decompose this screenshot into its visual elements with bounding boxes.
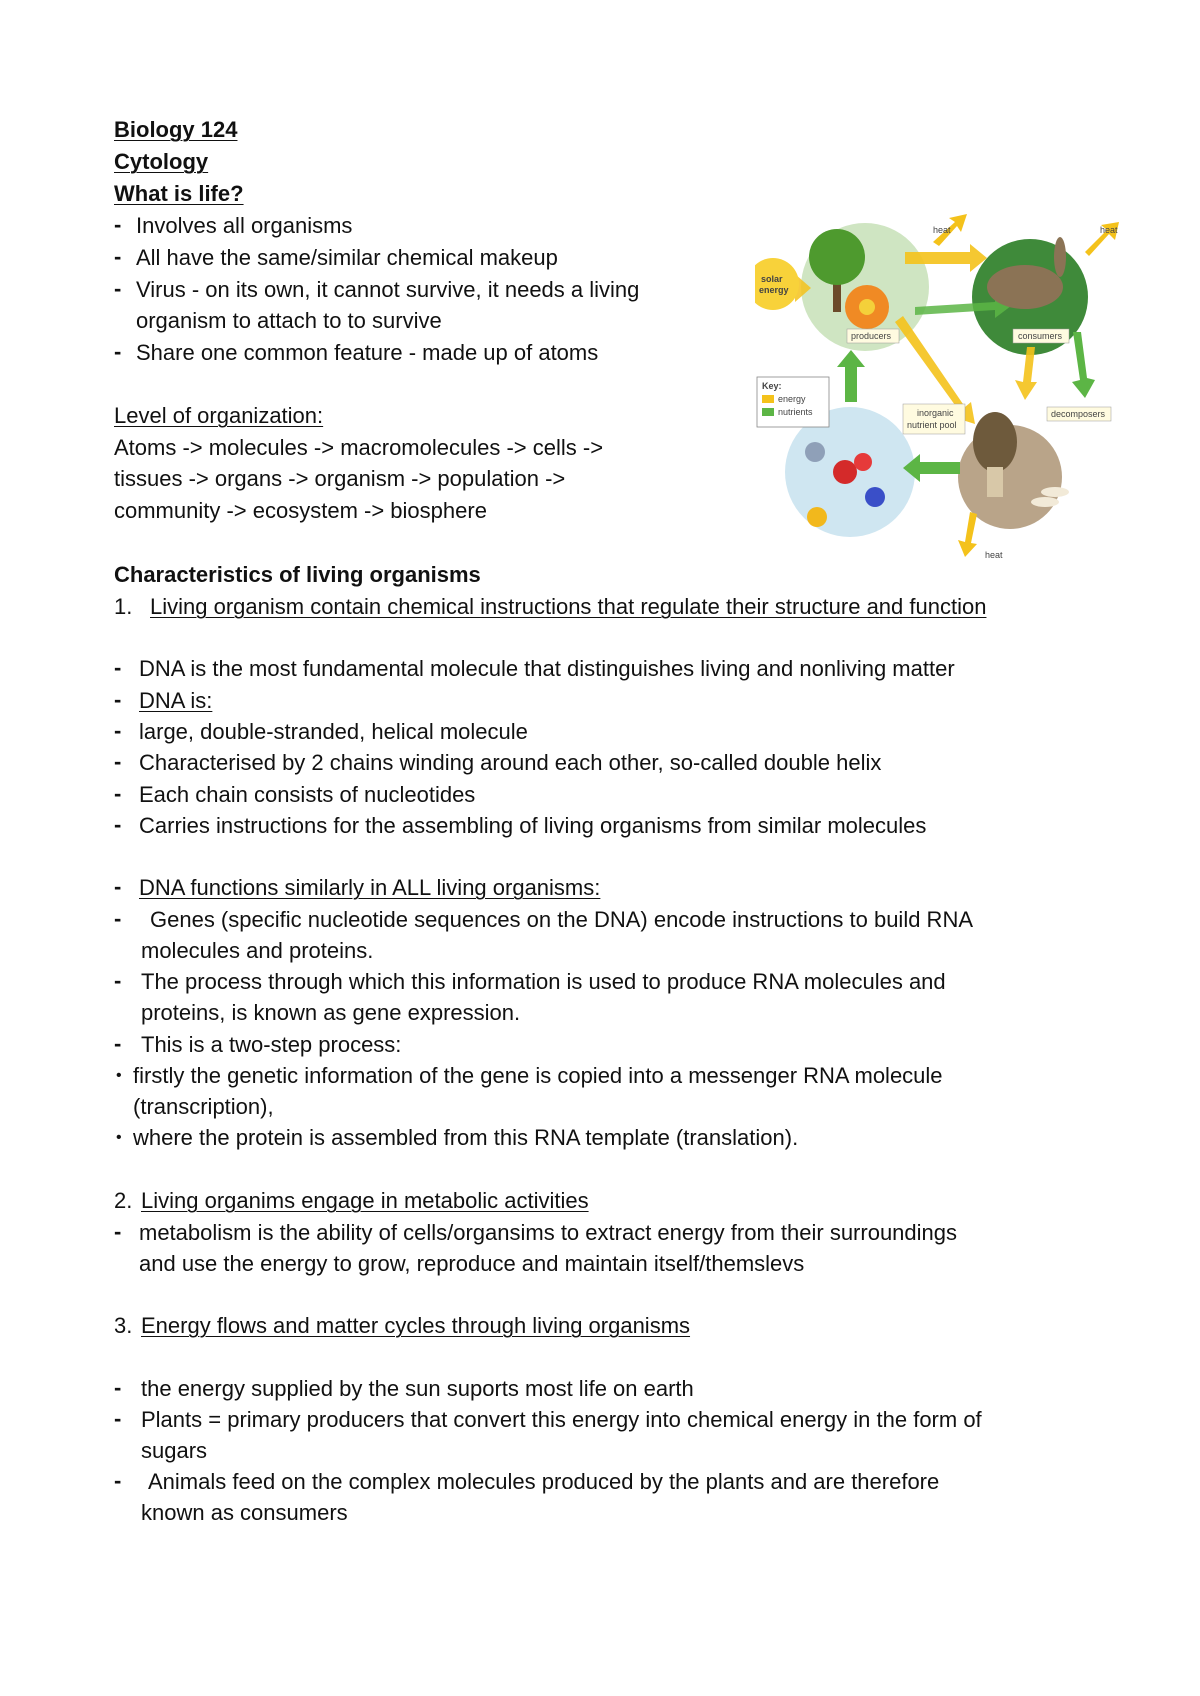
key-nutrients-label: nutrients [778, 407, 813, 417]
dash-bullet: - [114, 1219, 122, 1244]
dash-bullet: - [114, 968, 122, 993]
characteristics-heading: Characteristics of living organisms [114, 562, 481, 587]
energy-line-continued: sugars [141, 1438, 208, 1463]
dash-bullet: - [114, 1468, 122, 1493]
process-step: firstly the genetic information of the gene is copied into a messenger RNA molecule [133, 1063, 943, 1088]
heat-label: heat [985, 550, 1003, 560]
dna-point: Each chain consists of nucleotides [139, 782, 476, 807]
organization-heading: Level of organization: [114, 403, 324, 428]
dot-bullet: • [116, 1067, 122, 1084]
dash-bullet: - [114, 212, 122, 237]
key-energy-swatch [762, 395, 774, 403]
dash-bullet: - [114, 1375, 122, 1400]
key-title: Key: [762, 381, 782, 391]
flower-center [859, 299, 875, 315]
dna-point: Characterised by 2 chains winding around each other, so-called double helix [139, 750, 882, 775]
dna-point: large, double-stranded, helical molecule [139, 719, 528, 744]
nutrient-arrow [837, 350, 865, 402]
energy-line-continued: known as consumers [141, 1500, 348, 1525]
life-point: Share one common feature - made up of atoms [136, 340, 599, 365]
mushroom-icon [973, 412, 1017, 472]
dash-bullet: - [114, 906, 122, 931]
key-nutrients-swatch [762, 408, 774, 416]
gene-line-continued: proteins, is known as gene expression. [141, 1000, 521, 1025]
dash-bullet: - [114, 781, 122, 806]
solar-label: solar [761, 274, 783, 284]
producers-label: producers [851, 331, 892, 341]
energy-line: Plants = primary producers that convert this energy into chemical energy in the form of [141, 1407, 982, 1432]
nutrient-pool-label: nutrient pool [907, 420, 957, 430]
rabbit-icon [987, 265, 1063, 309]
energy-line: Animals feed on the complex molecules produced by the plants and are therefore [148, 1469, 940, 1494]
sun-icon [755, 258, 799, 310]
item-title: Living organims engage in metabolic activities [141, 1188, 589, 1213]
dash-bullet: - [114, 655, 122, 680]
metabolism-line-continued: and use the energy to grow, reproduce and maintain itself/themslevs [139, 1251, 805, 1276]
dash-bullet: - [114, 687, 122, 712]
dash-bullet: - [114, 718, 122, 743]
organization-line: Atoms -> molecules -> macromolecules -> cells -> [114, 435, 604, 460]
molecule-icon [805, 442, 825, 462]
molecule-icon [865, 487, 885, 507]
topic-title: Cytology [114, 149, 209, 174]
key-energy-label: energy [778, 394, 806, 404]
inorganic-label: inorganic [917, 408, 954, 418]
dash-bullet: - [114, 244, 122, 269]
course-title: Biology 124 [114, 117, 238, 142]
organization-line: community -> ecosystem -> biosphere [114, 498, 487, 523]
dot-bullet: • [116, 1129, 122, 1146]
gene-line: This is a two-step process: [141, 1032, 402, 1057]
dash-bullet: - [114, 276, 122, 301]
dash-bullet: - [114, 874, 122, 899]
item-number: 3. [114, 1313, 133, 1338]
dna-point: Carries instructions for the assembling of living organisms from similar molecules [139, 813, 927, 838]
dna-functions-heading: DNA functions similarly in ALL living organisms: [139, 875, 601, 900]
consumers-label: consumers [1018, 331, 1063, 341]
life-point-continued: organism to attach to to survive [136, 308, 442, 333]
dash-bullet: - [114, 339, 122, 364]
process-step-continued: (transcription), [133, 1094, 274, 1119]
heat-label: heat [1100, 225, 1118, 235]
question-heading: What is life? [114, 181, 244, 206]
rabbit-ear [1054, 237, 1066, 277]
life-point: Involves all organisms [136, 213, 353, 238]
gene-line: Genes (specific nucleotide sequences on the DNA) encode instructions to build RNA [150, 907, 974, 932]
tree-icon [809, 229, 865, 285]
dna-point: DNA is the most fundamental molecule that distinguishes living and nonliving matter [139, 656, 955, 681]
nutrient-arrow [1072, 332, 1095, 398]
mushroom-stem [987, 467, 1003, 497]
item-number: 1. [114, 594, 133, 619]
heat-arrow [958, 512, 977, 557]
molecule-icon [833, 460, 857, 484]
dash-bullet: - [114, 749, 122, 774]
decomposers-label: decomposers [1051, 409, 1106, 419]
gene-line: The process through which this information is used to produce RNA molecules and [141, 969, 946, 994]
dna-point: DNA is: [139, 688, 213, 713]
life-point: Virus - on its own, it cannot survive, it needs a living [136, 277, 640, 302]
item-number: 2. [114, 1188, 133, 1213]
larva-icon [1041, 487, 1069, 497]
heat-label: heat [933, 225, 951, 235]
molecule-icon [807, 507, 827, 527]
dash-bullet: - [114, 812, 122, 837]
solar-energy-label: energy [759, 285, 789, 295]
item-title: Living organism contain chemical instructions that regulate their structure and function [150, 594, 987, 619]
dash-bullet: - [114, 1031, 122, 1056]
process-step: where the protein is assembled from this RNA template (translation). [133, 1125, 799, 1150]
item-title: Energy flows and matter cycles through living organisms [141, 1313, 691, 1338]
gene-line-continued: molecules and proteins. [141, 938, 374, 963]
energy-line: the energy supplied by the sun suports most life on earth [141, 1376, 694, 1401]
larva-icon [1031, 497, 1059, 507]
ecosystem-diagram [755, 212, 1130, 564]
energy-arrow [1015, 347, 1037, 400]
organization-line: tissues -> organs -> organism -> population -> [114, 466, 566, 491]
metabolism-line: metabolism is the ability of cells/organsims to extract energy from their surroundings [139, 1220, 958, 1245]
molecule-icon [854, 453, 872, 471]
life-point: All have the same/similar chemical makeup [136, 245, 558, 270]
dash-bullet: - [114, 1406, 122, 1431]
